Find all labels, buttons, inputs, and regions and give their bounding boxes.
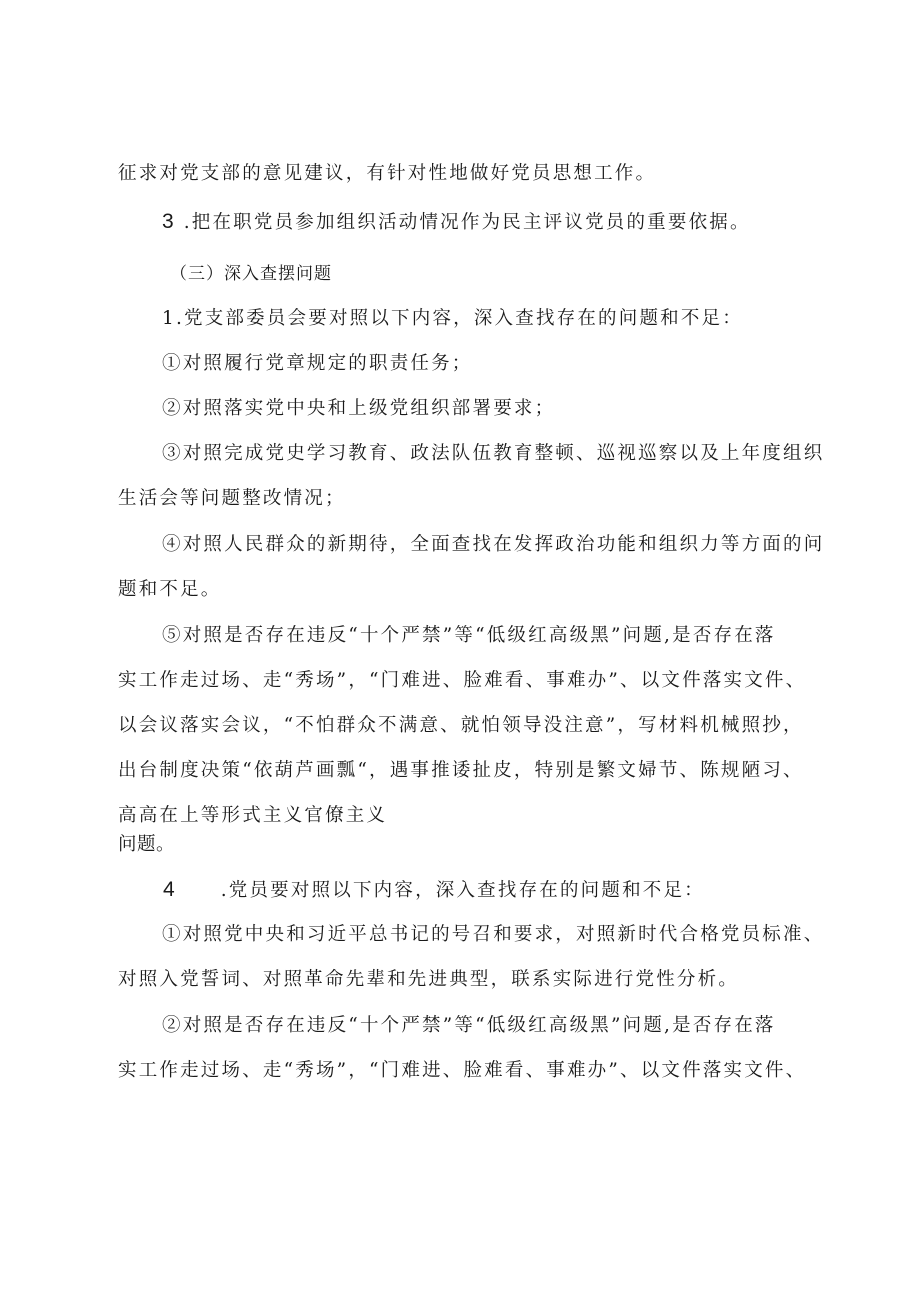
paragraph-line: 问题。 (118, 834, 176, 855)
item-number: 3 (162, 210, 174, 233)
paragraph-line: 实工作走过场、走“秀场”，“门难进、脸难看、事难办”、以文件落实文件、 (118, 670, 807, 691)
list-item: ③对照完成党史学习教育、政法队伍教育整顿、巡视巡察以及上年度组织 (162, 443, 825, 464)
paragraph-line: 以会议落实会议，“不怕群众不满意、就怕领导没注意”，写材料机械照抄， (118, 715, 804, 736)
section-heading: （三）深入查摆问题 (170, 264, 332, 284)
list-item: ①对照党中央和习近平总书记的号召和要求，对照新时代合格党员标准、 (162, 924, 825, 945)
paragraph-line: 1.党支部委员会要对照以下内容，深入查找存在的问题和不足： (162, 308, 743, 329)
paragraph-line: 高高在上等形式主义官僚主义 (118, 805, 388, 826)
list-item: ②对照是否存在违反“十个严禁”等“低级红高级黑”问题,是否存在落 (162, 1015, 776, 1036)
paragraph-line: 题和不足。 (118, 579, 222, 600)
list-item: ④对照人民群众的新期待，全面查找在发挥政治功能和组织力等方面的问 (162, 534, 825, 555)
list-item: ②对照落实党中央和上级党组织部署要求； (162, 398, 556, 419)
list-item: ⑤对照是否存在违反“十个严禁”等“低级红高级黑”问题,是否存在落 (162, 625, 776, 646)
item-text: .党员要对照以下内容，深入查找存在的问题和不足： (220, 880, 705, 901)
paragraph-line: 征求对党支部的意见建议，有针对性地做好党员思想工作。 (118, 163, 657, 184)
item-text: .把在职党员参加组织活动情况作为民主评议党员的重要依据。 (183, 212, 751, 233)
item-number: 4 (163, 878, 175, 901)
numbered-item-3 (162, 209, 751, 236)
paragraph-line: 对照入党誓词、对照革命先辈和先进典型，联系实际进行党性分析。 (118, 969, 740, 990)
paragraph-line: 生活会等问题整改情况； (118, 488, 346, 509)
list-item: ①对照履行党章规定的职责任务； (162, 353, 473, 374)
numbered-item-4 (163, 877, 705, 904)
paragraph-line: 出台制度决策“依葫芦画瓢“，遇事推诿扯皮，特别是繁文婦节、陈规陋习、 (118, 760, 804, 781)
paragraph-line: 实工作走过场、走“秀场”，“门难进、脸难看、事难办”、以文件落实文件、 (118, 1060, 807, 1081)
